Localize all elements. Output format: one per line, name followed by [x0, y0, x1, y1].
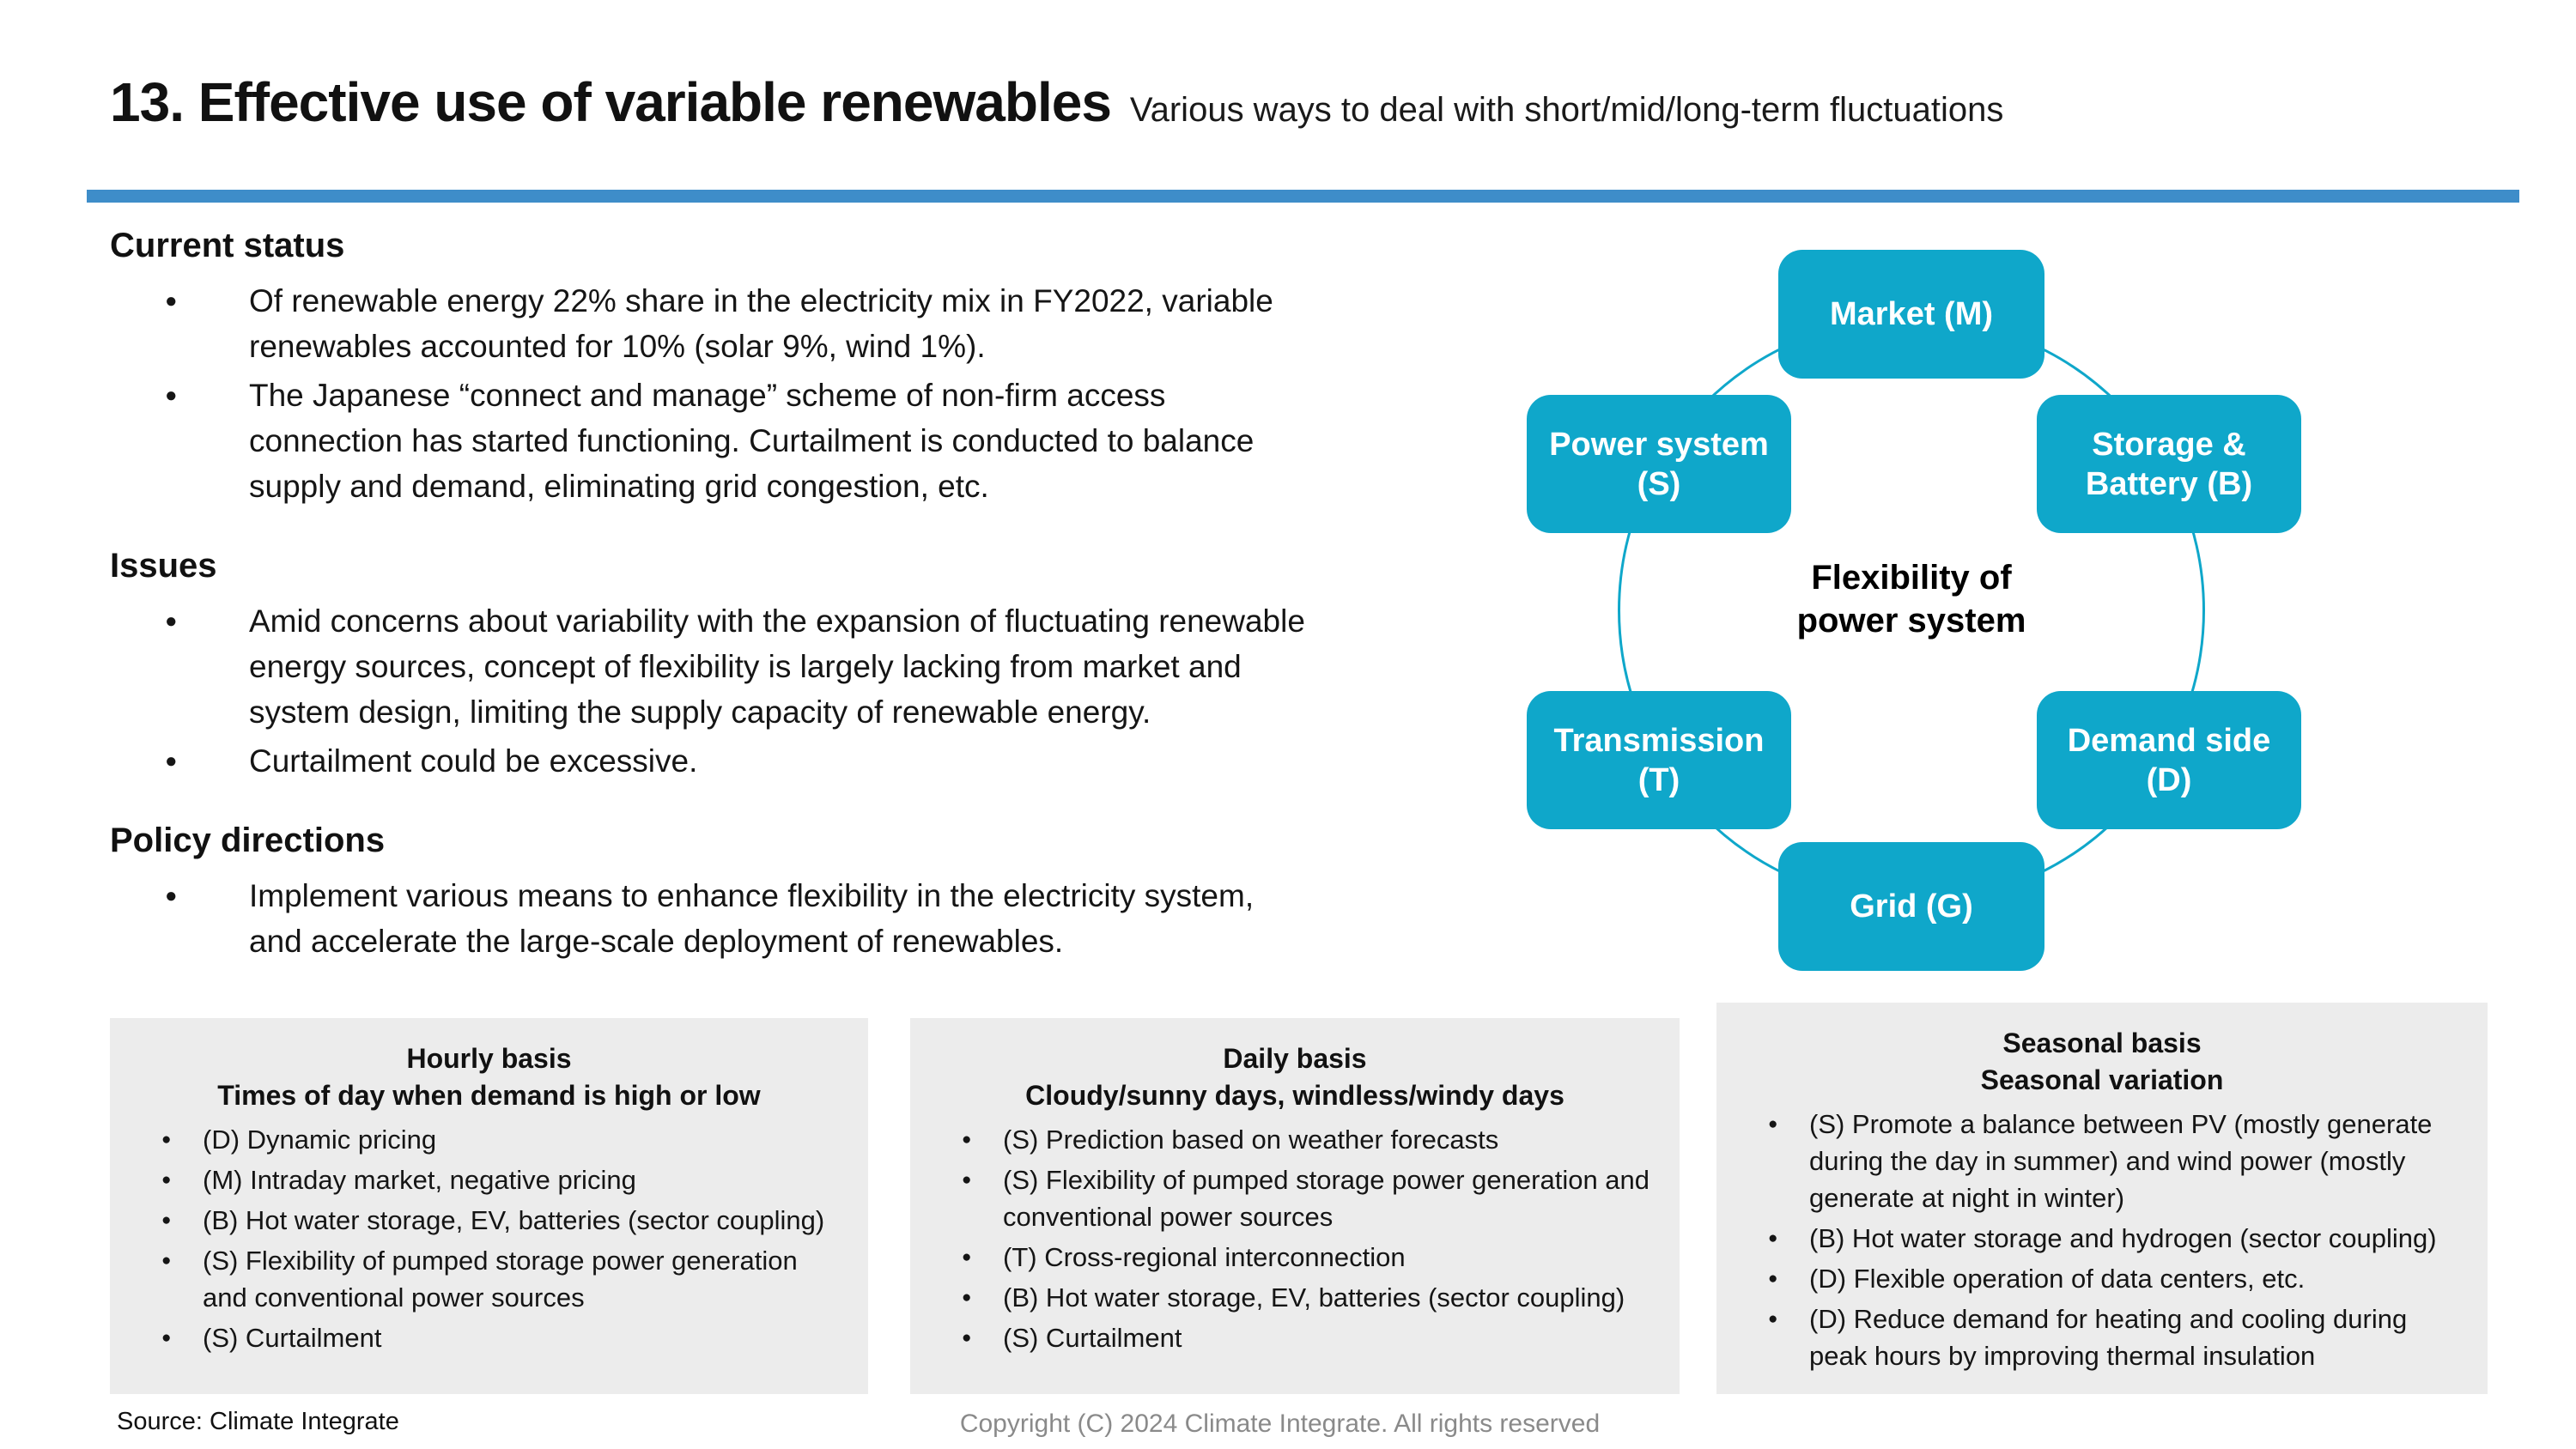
list-item: ● (D) Flexible operation of data centers, etc. — [1737, 1260, 2467, 1297]
list-item: ● Implement various means to enhance flexibility in the electricity system, and accelerate the large-scale deployment of renewables. — [110, 873, 1308, 964]
section-heading-issues: Issues — [110, 547, 217, 585]
list-item: ● Amid concerns about variability with the expansion of fluctuating renewable energy sources, concept of flexibility is largely lacking from market and system design, limiting the supply capacity of renewable energy. — [110, 598, 1308, 735]
list-item: ● (S) Flexibility of pumped storage power generation and conventional power sources — [131, 1242, 848, 1316]
box-title-line2: Seasonal variation — [1980, 1064, 2224, 1095]
text-column — [110, 225, 1308, 1000]
daily-basis-list — [931, 1121, 1659, 1356]
section-issues — [110, 545, 1308, 784]
section-current-status — [110, 225, 1308, 509]
seasonal-basis-title — [1737, 1025, 2467, 1099]
hourly-basis-list — [131, 1121, 848, 1356]
box-title-line2: Times of day when demand is high or low — [217, 1080, 761, 1111]
hourly-basis-title — [131, 1040, 848, 1114]
slide-header — [110, 70, 2003, 134]
list-item: ● Of renewable energy 22% share in the electricity mix in FY2022, variable renewables accounted for 10% (solar 9%, wind 1%). — [110, 278, 1308, 369]
page-subtitle: Various ways to deal with short/mid/long-term fluctuations — [1129, 91, 2004, 129]
list-item: ● Curtailment could be excessive. — [110, 738, 1308, 784]
hourly-basis-box — [110, 1018, 868, 1394]
title-divider — [87, 190, 2519, 203]
list-item: ● (S) Curtailment — [131, 1319, 848, 1356]
list-item: ● (D) Reduce demand for heating and cooling during peak hours by improving thermal insulation — [1737, 1300, 2467, 1374]
list-item: ● (T) Cross-regional interconnection — [931, 1239, 1659, 1276]
diagram-node-power-system: Power system (S) — [1527, 395, 1791, 533]
list-item: ● The Japanese “connect and manage” scheme of non-firm access connection has started functioning. Curtailment is conducted to balance supply and demand, eliminating grid congestion, etc. — [110, 373, 1308, 509]
section-policy-directions — [110, 820, 1308, 964]
list-item: ● (S) Promote a balance between PV (mostly generate during the day in summer) and wind power (mostly generate at night in winter) — [1737, 1106, 2467, 1216]
seasonal-basis-box — [1716, 1003, 2488, 1394]
list-item: ● (B) Hot water storage, EV, batteries (sector coupling) — [131, 1202, 848, 1239]
diagram-node-transmission: Transmission (T) — [1527, 691, 1791, 829]
diagram-node-grid: Grid (G) — [1778, 842, 2044, 971]
list-item: ● (B) Hot water storage, EV, batteries (sector coupling) — [931, 1279, 1659, 1316]
list-item: ● (B) Hot water storage and hydrogen (sector coupling) — [1737, 1220, 2467, 1257]
seasonal-basis-list — [1737, 1106, 2467, 1374]
policy-directions-list — [110, 873, 1308, 964]
diagram-node-demand-side: Demand side (D) — [2037, 691, 2301, 829]
source-note: Source: Climate Integrate — [117, 1408, 399, 1435]
list-item: ● (S) Curtailment — [931, 1319, 1659, 1356]
diagram-center-line1: Flexibility of — [1811, 559, 2012, 597]
box-title-line1: Daily basis — [1223, 1043, 1367, 1074]
section-heading-current-status: Current status — [110, 227, 345, 264]
box-title-line1: Hourly basis — [406, 1043, 572, 1074]
list-item: ● (M) Intraday market, negative pricing — [131, 1161, 848, 1198]
list-item: ● (S) Flexibility of pumped storage power generation and conventional power sources — [931, 1161, 1659, 1235]
page-title: 13. Effective use of variable renewables — [110, 71, 1111, 133]
issues-list — [110, 598, 1308, 784]
daily-basis-box — [910, 1018, 1680, 1394]
diagram-center-label — [1740, 556, 2083, 642]
copyright-note: Copyright (C) 2024 Climate Integrate. All rights reserved — [959, 1410, 1601, 1438]
daily-basis-title — [931, 1040, 1659, 1114]
diagram-center-line2: power system — [1796, 602, 2026, 640]
box-title-line1: Seasonal basis — [2002, 1028, 2202, 1058]
diagram-node-storage-battery: Storage & Battery (B) — [2037, 395, 2301, 533]
current-status-list — [110, 278, 1308, 509]
list-item: ● (D) Dynamic pricing — [131, 1121, 848, 1158]
section-heading-policy-directions: Policy directions — [110, 822, 386, 859]
box-title-line2: Cloudy/sunny days, windless/windy days — [1025, 1080, 1564, 1111]
diagram-node-market: Market (M) — [1778, 250, 2044, 379]
list-item: ● (S) Prediction based on weather forecasts — [931, 1121, 1659, 1158]
